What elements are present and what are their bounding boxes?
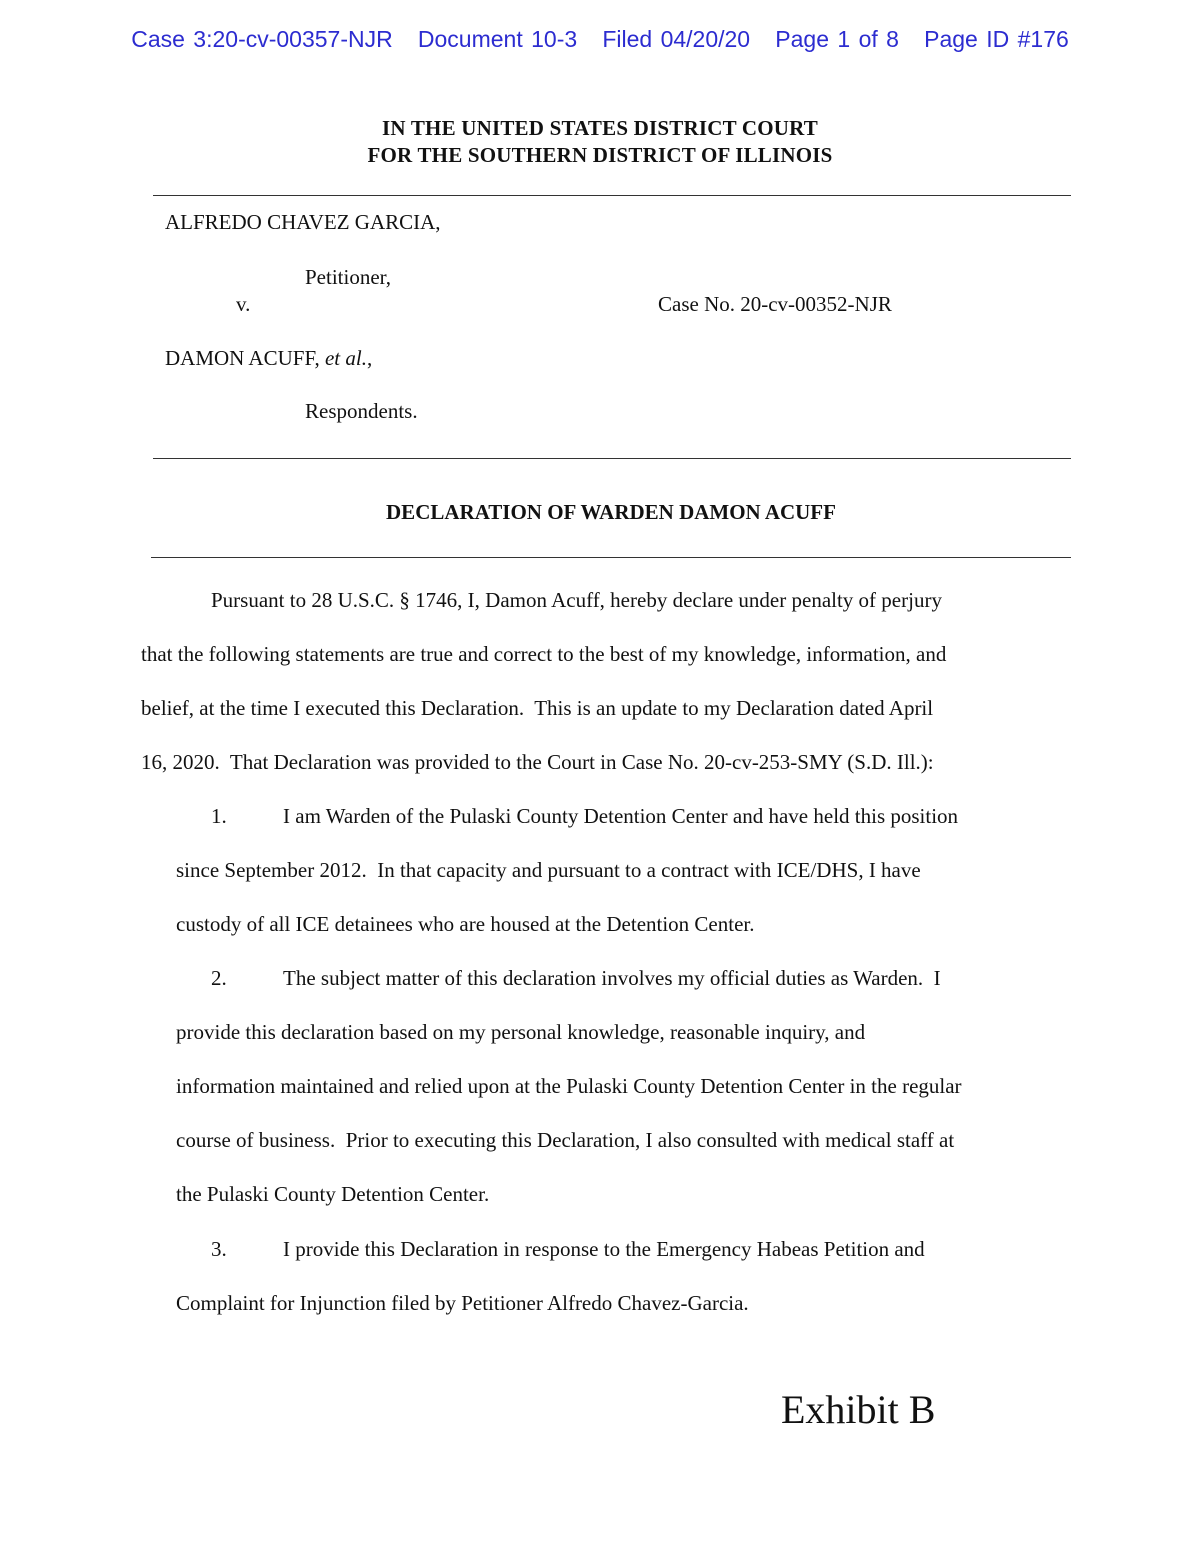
paragraph-1-line-2: since September 2012. In that capacity and pursuant to a contract with ICE/DHS, I have <box>176 858 921 882</box>
paragraph-2-line-2: provide this declaration based on my personal knowledge, reasonable inquiry, and <box>176 1020 866 1044</box>
paragraph-1-line-1: I am Warden of the Pulaski County Detention Center and have held this position <box>283 804 959 828</box>
intro-line-2: that the following statements are true and correct to the best of my knowledge, information, and <box>141 642 947 666</box>
paragraph-2-line-3: information maintained and relied upon at the Pulaski County Detention Center in the regular <box>176 1074 962 1098</box>
stamp-page: Page 1 of 8 <box>775 26 899 52</box>
title-rule <box>151 557 1071 558</box>
respondent-et-al: et al. <box>324 346 367 370</box>
paragraph-1-number: 1. <box>211 804 227 828</box>
caption-top-rule <box>153 195 1071 196</box>
paragraph-3-line-2: Complaint for Injunction filed by Petitioner Alfredo Chavez-Garcia. <box>176 1291 749 1315</box>
court-heading-line-2: FOR THE SOUTHERN DISTRICT OF ILLINOIS <box>367 143 833 167</box>
versus: v. <box>236 292 251 316</box>
intro-line-3: belief, at the time I executed this Declaration. This is an update to my Declaration dated April <box>141 696 934 720</box>
paragraph-2-line-1: The subject matter of this declaration involves my official duties as Warden. I <box>283 966 941 990</box>
stamp-page-id: Page ID #176 <box>924 26 1069 52</box>
stamp-filed-date: Filed 04/20/20 <box>602 26 751 52</box>
stamp-case-number: Case 3:20-cv-00357-NJR <box>131 26 393 52</box>
intro-line-1: Pursuant to 28 U.S.C. § 1746, I, Damon Acuff, hereby declare under penalty of perjury <box>211 588 942 612</box>
filing-stamp <box>0 26 1200 53</box>
respondent-name <box>165 346 372 371</box>
paragraph-2-line-4: course of business. Prior to executing this Declaration, I also consulted with medical staff at <box>176 1128 955 1152</box>
respondent-name-text: DAMON ACUFF, <box>165 346 325 370</box>
court-heading-line-1: IN THE UNITED STATES DISTRICT COURT <box>382 116 818 140</box>
intro-line-4: 16, 2020. That Declaration was provided to the Court in Case No. 20-cv-253-SMY (S.D. Ill.): <box>141 750 934 774</box>
paragraph-3-number: 3. <box>211 1237 227 1261</box>
declaration-title: DECLARATION OF WARDEN DAMON ACUFF <box>386 500 836 524</box>
petitioner-name: ALFREDO CHAVEZ GARCIA, <box>165 210 441 234</box>
stamp-document: Document 10-3 <box>417 26 578 52</box>
caption-bottom-rule <box>153 458 1071 459</box>
respondent-role: Respondents. <box>305 399 418 423</box>
paragraph-2-line-5: the Pulaski County Detention Center. <box>176 1182 490 1206</box>
exhibit-label: Exhibit B <box>781 1387 936 1432</box>
paragraph-2-number: 2. <box>211 966 227 990</box>
petitioner-role: Petitioner, <box>305 265 392 289</box>
case-number: Case No. 20-cv-00352-NJR <box>658 292 892 316</box>
respondent-comma: , <box>366 346 373 370</box>
paragraph-1-line-3: custody of all ICE detainees who are housed at the Detention Center. <box>176 912 755 936</box>
paragraph-3-line-1: I provide this Declaration in response to the Emergency Habeas Petition and <box>283 1237 925 1261</box>
